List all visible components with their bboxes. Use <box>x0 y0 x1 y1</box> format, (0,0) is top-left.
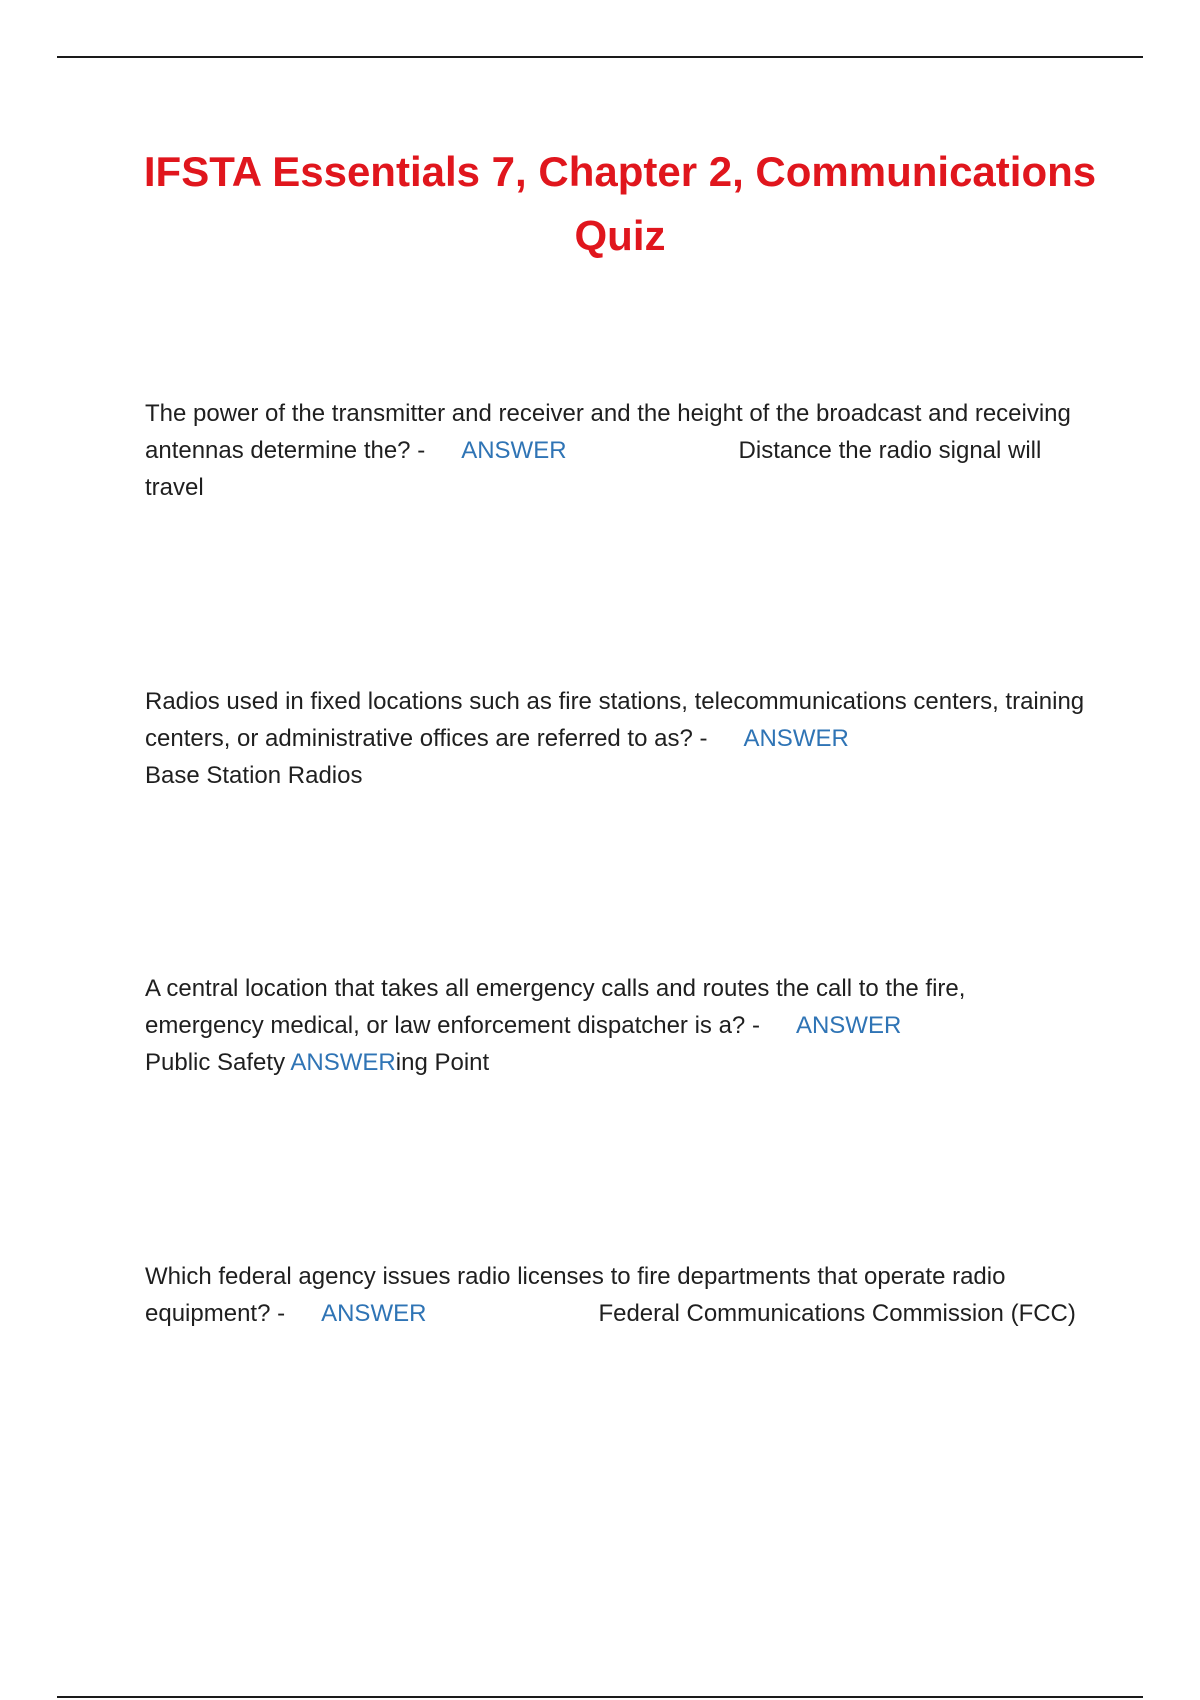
question-item-2 <box>145 683 1085 794</box>
question-item-4 <box>145 1258 1085 1332</box>
answer-marker: ANSWER <box>461 437 567 464</box>
answer-text-prefix: Public Safety <box>145 1049 291 1076</box>
question-item-3 <box>145 970 1085 1081</box>
answer-marker: ANSWER <box>743 725 849 752</box>
question-text: The power of the transmitter and receiver and the height of the broadcast and receiving antennas determine the? - <box>145 400 1071 464</box>
question-item-1 <box>145 395 1085 506</box>
page-title: IFSTA Essentials 7, Chapter 2, Communications Quiz <box>143 148 1097 259</box>
question-text: Which federal agency issues radio licenses to fire departments that operate radio equipment? - <box>145 1263 1006 1327</box>
answer-marker: ANSWER <box>795 1012 902 1039</box>
answer-text-marker: ANSWER <box>290 1049 396 1076</box>
question-text: A central location that takes all emergency calls and routes the call to the fire, emergency medical, or law enforcement dispatcher is a? - <box>145 975 966 1039</box>
top-rule <box>57 56 1143 58</box>
answer-text-suffix: ing Point <box>395 1049 490 1076</box>
question-text: Radios used in fixed locations such as fire stations, telecommunications centers, training centers, or administrative offices are referred to as? - <box>145 688 1085 752</box>
answer-marker: ANSWER <box>321 1300 427 1327</box>
answer-text: Base Station Radios <box>145 762 363 789</box>
bottom-rule <box>57 1696 1143 1698</box>
answer-text: Distance the radio signal will travel <box>145 437 1042 501</box>
answer-text: Federal Communications Commission (FCC) <box>598 1300 1076 1327</box>
